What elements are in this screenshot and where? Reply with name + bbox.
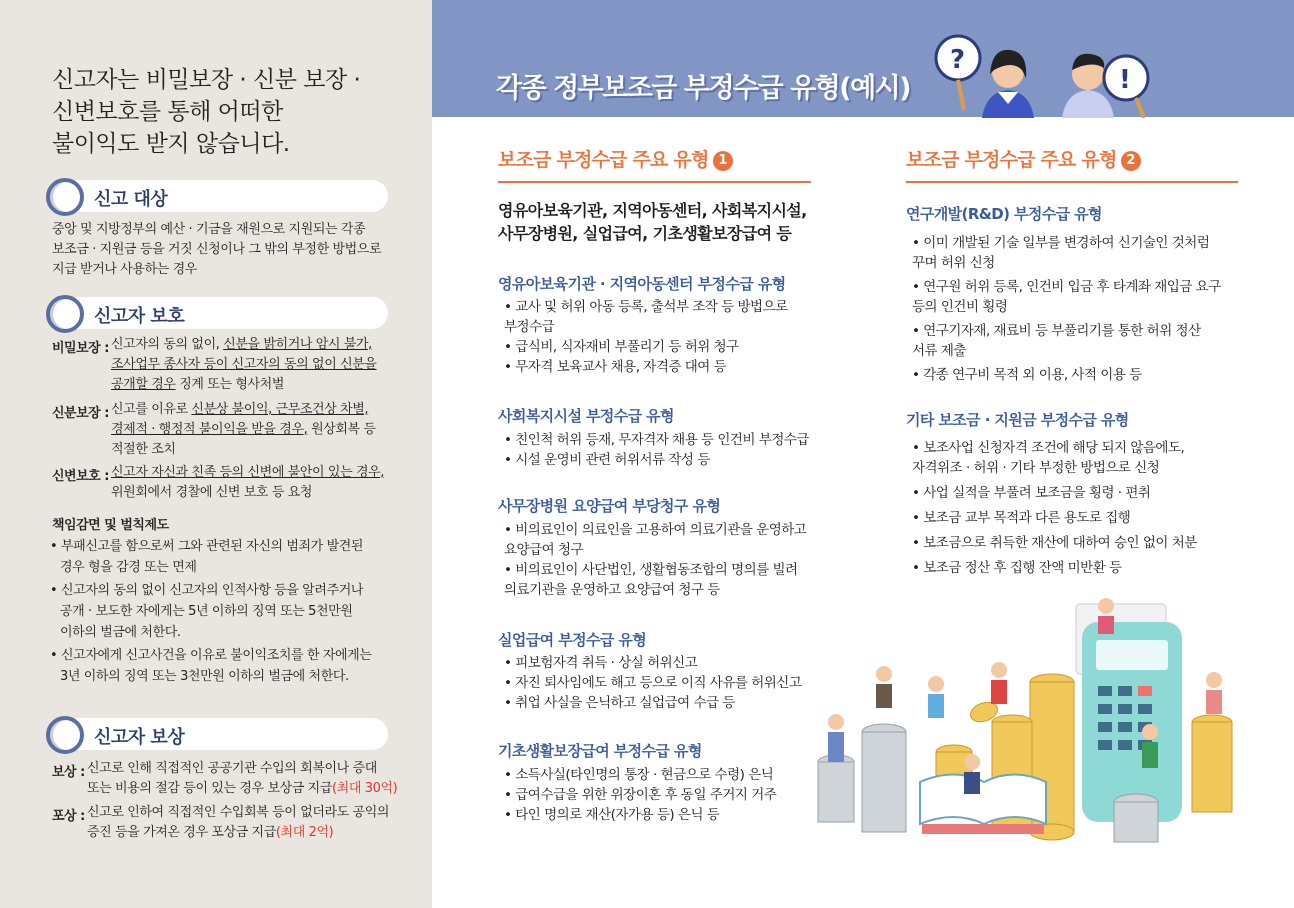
status-text: 신고를 이유로 신분상 불이익, 근무조건상 차별, 경제적 · 행정적 불이익을 받을 경우, 원상회복 등 적절한 조치: [111, 402, 376, 457]
column2-divider: [906, 181, 1238, 183]
bullet-circle-icon: [46, 295, 84, 333]
section-items: • 교사 및 허위 아동 등록, 출석부 조작 등 방법으로 부정수급 • 급식비, 식자재비 부풀리기 등 허위 청구 • 무자격 보육교사 채용, 자격증 대여 등: [504, 299, 788, 375]
people-illustration: [930, 30, 1170, 118]
number-badge-icon: 1: [713, 151, 733, 171]
reward-text: 신고로 인해 직접적인 공공기관 수입의 회복이나 증대 또는 비용의 절감 등이 있는 경우 보상금 지급(최대 30억): [87, 761, 398, 796]
title-banner: [432, 0, 1294, 117]
compensation-term: 포상 :: [52, 809, 85, 824]
column2-title: 보조금 부정수급 주요 유형 2: [906, 145, 1141, 172]
column1-divider: [498, 181, 811, 183]
exclamation-mark-icon: !: [1119, 65, 1131, 95]
column1-title: 보조금 부정수급 주요 유형 1: [498, 145, 733, 172]
section-heading-protection: 신고자 보호: [46, 297, 388, 329]
section-heading-target: 신고 대상: [46, 180, 388, 212]
column1-summary: 영유아보육기관, 지역아동센터, 사회복지시설, 사무장병원, 실업급여, 기초생활보장급여 등: [498, 201, 807, 243]
safety-term: 신변보호 :: [52, 469, 109, 484]
section-title: 실업급여 부정수급 유형: [498, 631, 647, 649]
compensation-text: 신고로 인하여 직접적인 수입회복 등이 없더라도 공익의 증진 등을 가져온 경우 포상금 지급(최대 2억): [87, 805, 390, 840]
liability-title: 책임감면 및 벌칙제도: [52, 518, 169, 533]
section-items: • 비의료인이 의료인을 고용하여 의료기관을 운영하고 요양급여 청구 • 비의료인이 사단법인, 생활협동조합의 명의를 빌려 의료기관을 운영하고 요양급여 청구 등: [504, 522, 807, 598]
bullet-circle-icon: [46, 178, 84, 216]
right-panel: [432, 0, 1294, 908]
section-items: • 이미 개발된 기술 일부를 변경하여 신기술인 것처럼 꾸며 허위 신청 • 연구원 허위 등록, 인건비 입금 후 타계좌 재입금 요구 등의 인건비 횡령 • 연구기자재, 재료비 등 부풀리기를 통한 허위 정산 서류 제출 • 각종 연구비 목적 외 이용, 사적 이용 등: [912, 235, 1221, 383]
left-panel: [0, 0, 432, 908]
section-title: 연구개발(R&D) 부정수급 유형: [906, 205, 1102, 223]
section-items: • 소득사실(타인명의 통장 · 현금으로 수령) 은닉 • 급여수급을 위한 위장이혼 후 동일 주거지 거주 • 타인 명의로 재산(자가용 등) 은닉 등: [504, 767, 777, 823]
section-items: • 친인척 허위 등재, 무자격자 채용 등 인건비 부정수급 • 시설 운영비 관련 허위서류 작성 등: [504, 432, 809, 468]
number-badge-icon: 2: [1121, 151, 1141, 171]
target-description: 중앙 및 지방정부의 예산 · 기금을 재원으로 지원되는 각종 보조금 · 지원금 등을 거짓 신청이나 그 밖의 부정한 방법으로 지급 받거나 사용하는 경우: [52, 222, 382, 277]
section-title: 기초생활보장급여 부정수급 유형: [498, 742, 702, 760]
section-heading-reward: 신고자 보상: [46, 718, 388, 750]
reward-term: 보상 :: [52, 765, 85, 780]
coins-calculator-illustration: [814, 592, 1234, 844]
liability-item: • 신고자에게 신고사건을 이유로 불이익조치를 한 자에게는 3년 이하의 징역 또는 3천만원 이하의 벌금에 처한다.: [50, 648, 372, 684]
section-title: 사무장병원 요양급여 부당청구 유형: [498, 497, 721, 515]
section-items: • 보조사업 신청자격 조건에 해당 되지 않음에도, 자격위조 · 허위 · 기타 부정한 방법으로 신청 • 사업 실적을 부풀려 보조금을 횡령 · 편취 • 보조금 교부 목적과 다른 용도로 집행 • 보조금으로 취득한 재산에 대하여 승인 없이 처분 • 보조금 정산 후 집행 잔액 미반환 등: [912, 440, 1197, 576]
section-title: 영유아보육기관 · 지역아동센터 부정수급 유형: [498, 275, 786, 293]
secret-text: 신고자의 동의 없이, 신분을 밝히거나 암시 불가, 조사업무 종사자 등이 신고자의 동의 없이 신분을 공개할 경우 징계 또는 형사처벌: [111, 337, 377, 392]
bullet-circle-icon: [46, 716, 84, 754]
intro-text: 신고자는 비밀보장 · 신분 보장 · 신변보호를 통해 어떠한 불이익도 받지 않습니다.: [52, 67, 361, 157]
liability-item: • 신고자의 동의 없이 신고자의 인적사항 등을 알려주거나 공개 · 보도한 자에게는 5년 이하의 징역 또는 5천만원 이하의 벌금에 처한다.: [50, 583, 364, 640]
section-title: 기타 보조금 · 지원금 부정수급 유형: [906, 411, 1129, 429]
status-term: 신분보장 :: [52, 406, 109, 421]
secret-term: 비밀보장 :: [52, 341, 109, 356]
banner-title: 각종 정부보조금 부정수급 유형(예시): [496, 73, 911, 104]
section-title: 사회복지시설 부정수급 유형: [498, 407, 674, 425]
liability-item: • 부패신고를 함으로써 그와 관련된 자신의 범죄가 발견된 경우 형을 감경 또는 면제: [50, 539, 364, 575]
section-items: • 피보험자격 취득 · 상실 허위신고 • 자진 퇴사임에도 해고 등으로 이직 사유를 허위신고 • 취업 사실을 은닉하고 실업급여 수급 등: [504, 655, 802, 711]
question-mark-icon: ?: [950, 45, 966, 75]
safety-text: 신고자 자신과 친족 등의 신변에 불안이 있는 경우, 위원회에서 경찰에 신변 보호 등 요청: [111, 465, 385, 500]
